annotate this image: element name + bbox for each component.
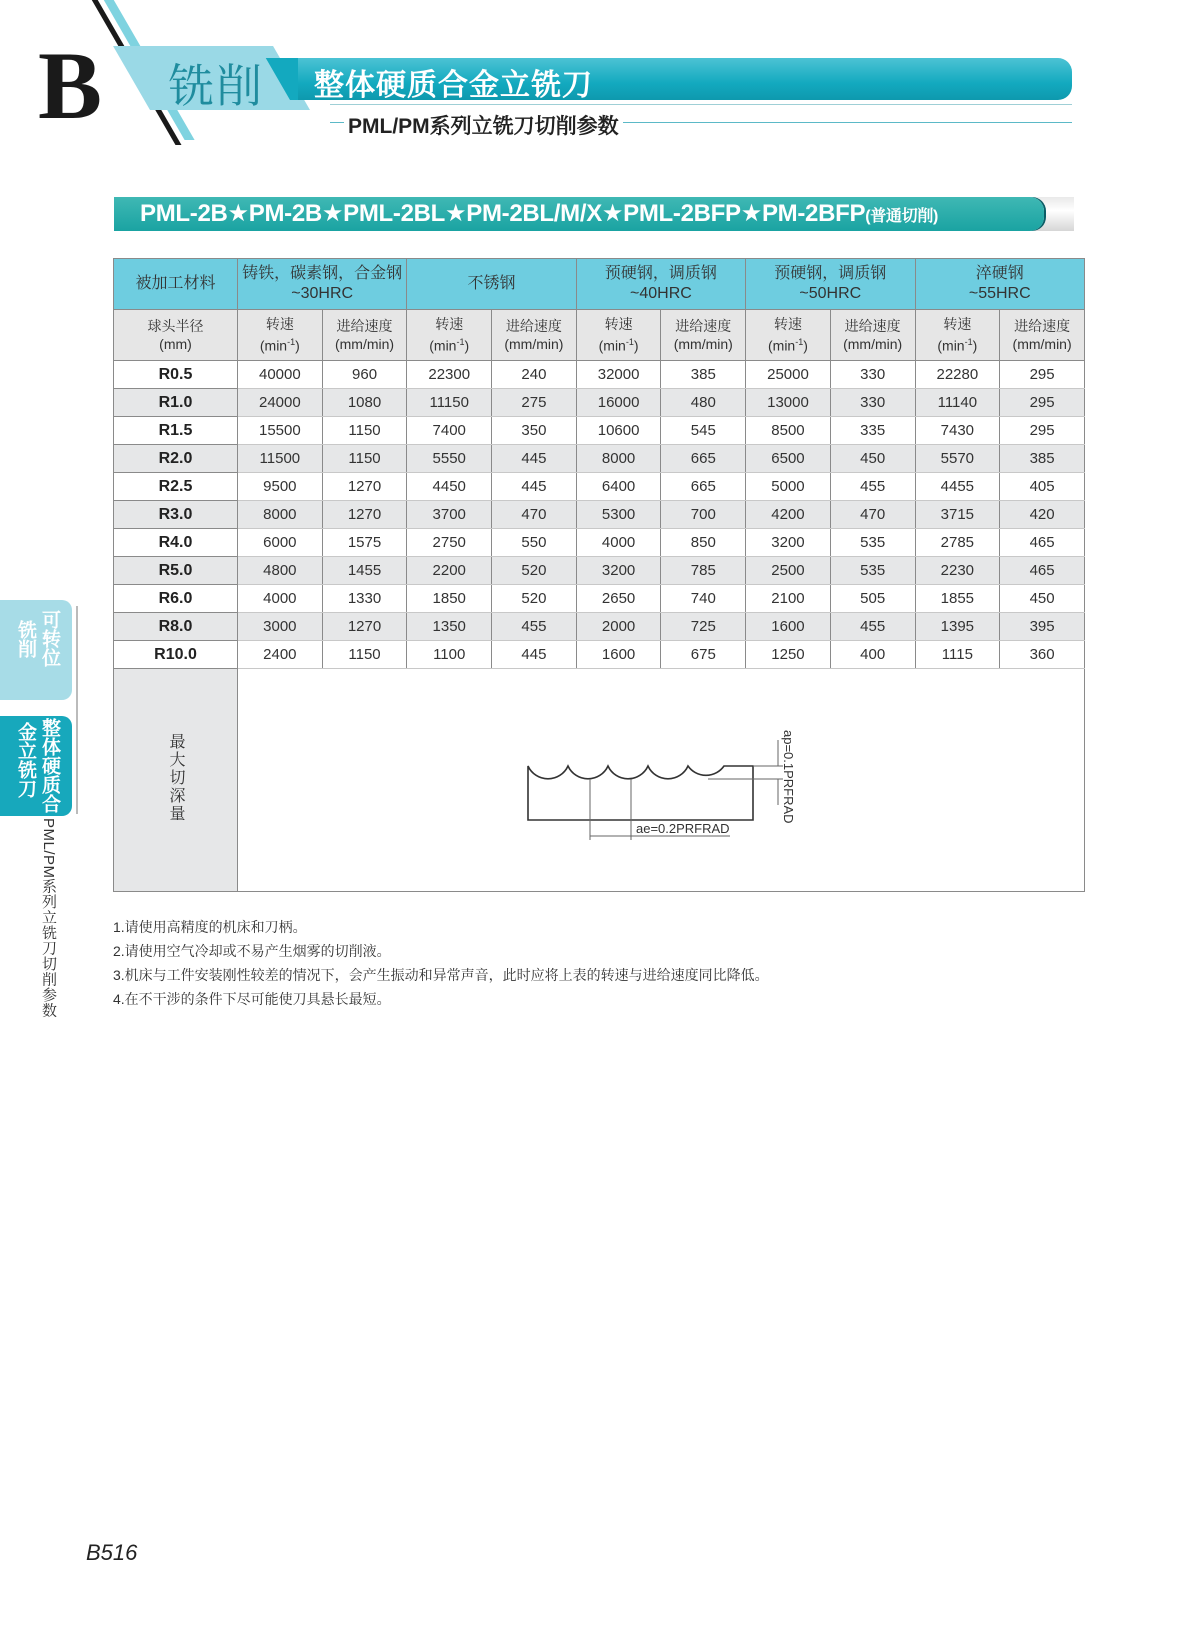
table-row <box>114 389 1085 417</box>
speed-cell: 3700 <box>407 501 492 529</box>
feed-cell: 700 <box>661 501 746 529</box>
table-row <box>114 529 1085 557</box>
speed-cell: 6000 <box>238 529 323 557</box>
speed-cell: 1600 <box>746 613 831 641</box>
feed-cell: 785 <box>661 557 746 585</box>
feed-cell: 465 <box>1000 529 1085 557</box>
speed-cell: 8000 <box>576 445 661 473</box>
feed-cell: 550 <box>492 529 577 557</box>
table-row <box>114 445 1085 473</box>
speed-cell: 1350 <box>407 613 492 641</box>
feed-cell: 445 <box>492 641 577 669</box>
radius-cell: R5.0 <box>114 557 238 585</box>
feed-cell: 850 <box>661 529 746 557</box>
material-header: 不锈钢 <box>407 259 576 310</box>
speed-cell: 6400 <box>576 473 661 501</box>
feed-cell: 675 <box>661 641 746 669</box>
feed-cell: 240 <box>492 361 577 389</box>
ap-label: ap=0.1PRFRAD <box>781 730 796 824</box>
speed-cell: 4455 <box>915 473 1000 501</box>
radius-cell: R10.0 <box>114 641 238 669</box>
feed-cell: 960 <box>322 361 407 389</box>
feed-cell: 385 <box>661 361 746 389</box>
speed-cell: 2230 <box>915 557 1000 585</box>
depth-diagram-cell <box>238 669 1085 892</box>
feed-cell: 1270 <box>322 473 407 501</box>
speed-cell: 15500 <box>238 417 323 445</box>
material-header: 铸铁，碳素钢，合金钢 ~30HRC <box>238 259 407 310</box>
speed-cell: 5000 <box>746 473 831 501</box>
speed-cell: 2650 <box>576 585 661 613</box>
side-divider <box>76 606 78 814</box>
feed-header: 进给速度 (mm/min) <box>322 310 407 361</box>
speed-cell: 9500 <box>238 473 323 501</box>
radius-cell: R4.0 <box>114 529 238 557</box>
feed-cell: 445 <box>492 473 577 501</box>
radius-cell: R2.0 <box>114 445 238 473</box>
series-models-text: PML-2B★PM-2B★PML-2BL★PM-2BL/M/X★PML-2BFP★PM-2BFP <box>140 200 866 227</box>
series-suffix: (普通切削) <box>865 208 939 225</box>
speed-cell: 2750 <box>407 529 492 557</box>
speed-cell: 1250 <box>746 641 831 669</box>
feed-cell: 535 <box>830 557 915 585</box>
feed-cell: 545 <box>661 417 746 445</box>
feed-cell: 505 <box>830 585 915 613</box>
feed-cell: 385 <box>1000 445 1085 473</box>
speed-cell: 8000 <box>238 501 323 529</box>
speed-cell: 22280 <box>915 361 1000 389</box>
feed-cell: 520 <box>492 557 577 585</box>
feed-cell: 665 <box>661 473 746 501</box>
feed-cell: 480 <box>661 389 746 417</box>
feed-cell: 330 <box>830 361 915 389</box>
note-item: 4.在不干涉的条件下尽可能使刀具悬长最短。 <box>113 991 391 1007</box>
speed-cell: 16000 <box>576 389 661 417</box>
feed-cell: 450 <box>830 445 915 473</box>
radius-cell: R1.5 <box>114 417 238 445</box>
depth-diagram <box>238 670 1086 890</box>
table-row <box>114 613 1085 641</box>
cutting-parameters-table <box>113 258 1085 892</box>
feed-cell: 350 <box>492 417 577 445</box>
side-tab-label: 铣削 <box>15 620 36 658</box>
table-row <box>114 473 1085 501</box>
feed-cell: 295 <box>1000 361 1085 389</box>
feed-cell: 455 <box>492 613 577 641</box>
feed-cell: 465 <box>1000 557 1085 585</box>
speed-cell: 2785 <box>915 529 1000 557</box>
speed-cell: 7430 <box>915 417 1000 445</box>
speed-cell: 24000 <box>238 389 323 417</box>
speed-cell: 3715 <box>915 501 1000 529</box>
feed-cell: 1270 <box>322 613 407 641</box>
feed-header: 进给速度 (mm/min) <box>492 310 577 361</box>
feed-cell: 665 <box>661 445 746 473</box>
speed-header: 转速 $(\min^{-1})$ <box>238 310 323 361</box>
unit-header-row <box>114 310 1085 361</box>
max-depth-row <box>114 669 1085 892</box>
side-tab-label: 整体硬质合 <box>39 718 60 813</box>
feed-cell: 520 <box>492 585 577 613</box>
speed-cell: 1850 <box>407 585 492 613</box>
speed-cell: 7400 <box>407 417 492 445</box>
note-item: 1.请使用高精度的机床和刀柄。 <box>113 919 307 935</box>
feed-cell: 455 <box>830 613 915 641</box>
feed-cell: 395 <box>1000 613 1085 641</box>
feed-cell: 740 <box>661 585 746 613</box>
table-row <box>114 585 1085 613</box>
feed-cell: 330 <box>830 389 915 417</box>
speed-cell: 4450 <box>407 473 492 501</box>
speed-cell: 1600 <box>576 641 661 669</box>
page-number: B516 <box>86 1540 138 1565</box>
feed-cell: 445 <box>492 445 577 473</box>
material-header-row <box>114 259 1085 310</box>
speed-cell: 4000 <box>576 529 661 557</box>
speed-cell: 5550 <box>407 445 492 473</box>
material-label: 被加工材料 <box>114 259 238 310</box>
speed-cell: 8500 <box>746 417 831 445</box>
feed-cell: 400 <box>830 641 915 669</box>
feed-cell: 360 <box>1000 641 1085 669</box>
feed-cell: 275 <box>492 389 577 417</box>
material-header: 预硬钢，调质钢 ~40HRC <box>576 259 745 310</box>
radius-header: 球头半径 (mm) <box>114 310 238 361</box>
speed-cell: 11140 <box>915 389 1000 417</box>
feed-cell: 455 <box>830 473 915 501</box>
speed-cell: 2400 <box>238 641 323 669</box>
table-row <box>114 557 1085 585</box>
speed-header: 转速 $(\min^{-1})$ <box>576 310 661 361</box>
feed-cell: 1575 <box>322 529 407 557</box>
radius-cell: R8.0 <box>114 613 238 641</box>
side-tab-label: 金立铣刀 <box>15 722 36 798</box>
speed-cell: 13000 <box>746 389 831 417</box>
max-depth-label: 最大切深量 <box>114 669 238 892</box>
speed-cell: 2500 <box>746 557 831 585</box>
feed-cell: 1455 <box>322 557 407 585</box>
note-item: 3.机床与工件安装刚性较差的情况下，会产生振动和异常声音，此时应将上表的转速与进给速度同比降低。 <box>113 967 769 983</box>
page-subtitle: PML/PM系列立铣刀切削参数 <box>344 110 623 140</box>
feed-cell: 470 <box>492 501 577 529</box>
speed-cell: 4000 <box>238 585 323 613</box>
side-tab-label: 可转位 <box>39 610 60 667</box>
speed-cell: 1395 <box>915 613 1000 641</box>
radius-cell: R3.0 <box>114 501 238 529</box>
speed-cell: 2200 <box>407 557 492 585</box>
feed-cell: 1150 <box>322 417 407 445</box>
note-item: 2.请使用空气冷却或不易产生烟雾的切削液。 <box>113 943 391 959</box>
speed-cell: 1855 <box>915 585 1000 613</box>
feed-cell: 405 <box>1000 473 1085 501</box>
side-tab-solid-carbide-endmill[interactable] <box>0 716 72 816</box>
speed-header: 转速 $(\min^{-1})$ <box>407 310 492 361</box>
speed-cell: 10600 <box>576 417 661 445</box>
feed-cell: 295 <box>1000 389 1085 417</box>
speed-cell: 5570 <box>915 445 1000 473</box>
radius-cell: R0.5 <box>114 361 238 389</box>
radius-cell: R2.5 <box>114 473 238 501</box>
feed-cell: 1150 <box>322 445 407 473</box>
side-caption: PML/PM系列立铣刀切削参数 <box>40 818 57 1019</box>
section-letter: B <box>38 32 103 139</box>
feed-cell: 725 <box>661 613 746 641</box>
speed-cell: 25000 <box>746 361 831 389</box>
ae-label: ae=0.2PRFRAD <box>636 821 730 836</box>
feed-cell: 450 <box>1000 585 1085 613</box>
table-row <box>114 361 1085 389</box>
page-title: 整体硬质合金立铣刀 <box>314 69 593 102</box>
speed-cell: 3000 <box>238 613 323 641</box>
table-row <box>114 417 1085 445</box>
speed-cell: 40000 <box>238 361 323 389</box>
material-header: 预硬钢，调质钢 ~50HRC <box>746 259 915 310</box>
speed-cell: 11150 <box>407 389 492 417</box>
speed-cell: 5300 <box>576 501 661 529</box>
feed-cell: 535 <box>830 529 915 557</box>
speed-cell: 2000 <box>576 613 661 641</box>
feed-cell: 420 <box>1000 501 1085 529</box>
feed-cell: 1330 <box>322 585 407 613</box>
speed-cell: 22300 <box>407 361 492 389</box>
radius-cell: R1.0 <box>114 389 238 417</box>
feed-cell: 295 <box>1000 417 1085 445</box>
feed-cell: 1150 <box>322 641 407 669</box>
feed-cell: 1270 <box>322 501 407 529</box>
speed-cell: 3200 <box>576 557 661 585</box>
speed-cell: 1100 <box>407 641 492 669</box>
material-header: 淬硬钢 ~55HRC <box>915 259 1085 310</box>
series-models <box>140 199 938 228</box>
feed-cell: 1080 <box>322 389 407 417</box>
divider <box>330 104 1072 105</box>
speed-header: 转速 $(\min^{-1})$ <box>746 310 831 361</box>
feed-cell: 470 <box>830 501 915 529</box>
speed-cell: 1115 <box>915 641 1000 669</box>
speed-cell: 11500 <box>238 445 323 473</box>
feed-header: 进给速度 (mm/min) <box>830 310 915 361</box>
feed-cell: 335 <box>830 417 915 445</box>
notes <box>113 915 769 1011</box>
speed-cell: 3200 <box>746 529 831 557</box>
feed-header: 进给速度 (mm/min) <box>1000 310 1085 361</box>
speed-cell: 4800 <box>238 557 323 585</box>
radius-cell: R6.0 <box>114 585 238 613</box>
table-row <box>114 641 1085 669</box>
speed-cell: 6500 <box>746 445 831 473</box>
speed-cell: 32000 <box>576 361 661 389</box>
feed-header: 进给速度 (mm/min) <box>661 310 746 361</box>
category-label: 铣削 <box>168 60 264 112</box>
table-row <box>114 501 1085 529</box>
speed-cell: 4200 <box>746 501 831 529</box>
speed-cell: 2100 <box>746 585 831 613</box>
side-tab-indexable-milling[interactable] <box>0 600 72 700</box>
speed-header: 转速 $(\min^{-1})$ <box>915 310 1000 361</box>
